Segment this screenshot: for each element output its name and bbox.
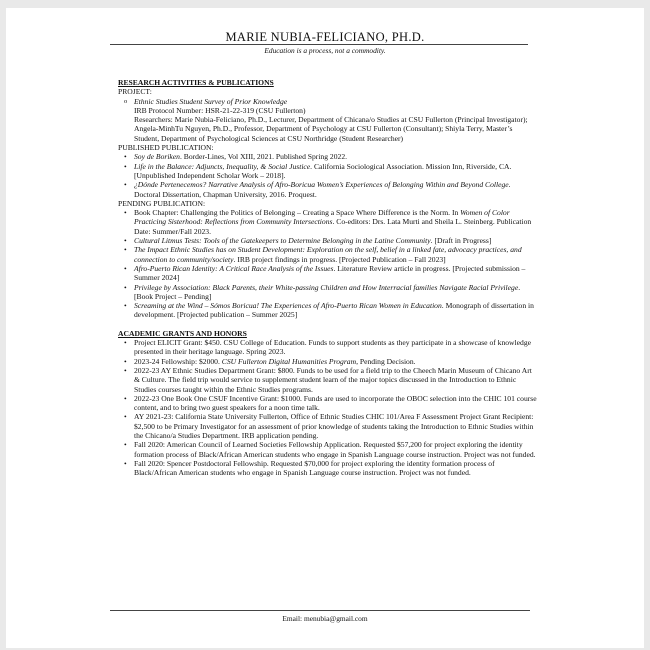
- header: [6, 30, 644, 45]
- grants-section-title: ACADEMIC GRANTS AND HONORS: [118, 328, 247, 338]
- published-details: . Border-Lines, Vol XIII, 2021. Published Spring 2022.: [179, 152, 348, 162]
- published-details: . Doctoral Dissertation, Chapman University, 2016. Proquest.: [134, 180, 511, 199]
- pending-item: [134, 283, 538, 302]
- project-label: PROJECT:: [118, 87, 152, 97]
- header-divider: [110, 44, 528, 45]
- published-item: [134, 180, 538, 199]
- grant-item: • 2022-23 One Book One CSUF Incentive Grant: $1000. Funds are used to incorporate the OBOC selection into the CHIC 101 course content, and to bring two guest speakers for a noon time talk.: [134, 394, 538, 413]
- grant-item: • Fall 2020: Spencer Postdoctoral Fellowship. Requested $70,000 for project exploring the identity formation process of Black/African American students who engage in Spanish Language course instruction. Project was not funded.: [134, 459, 538, 478]
- pending-list: [118, 208, 538, 320]
- published-item: [134, 162, 538, 181]
- pending-details: . Monograph of dissertation in development. [Projected publication – Summer 2025]: [134, 301, 534, 320]
- published-title: ¿Dónde Pertenecemos? Narrative Analysis of Afro-Boricua Women’s Experiences of Belonging Within and Beyond College: [134, 180, 509, 190]
- resume-page: [6, 8, 644, 648]
- grant-item: • AY 2021-23: California State University Fullerton, Office of Ethnic Studies CHIC 101/Area F Assessment Project Grant Recipient: $2,500 to be Primary Investigator for an assessment of prior knowledge of students taking the Introduction to Ethnic Studies within the Chicano/a Studies Department. IRB application pending.: [134, 412, 538, 440]
- pending-details: . Literature Review article in progress. [Projected submission – Summer 2024]: [134, 263, 526, 283]
- project-title: o Ethnic Studies Student Survey of Prior Knowledge: [134, 96, 288, 106]
- pending-label: PENDING PUBLICATION:: [118, 198, 206, 208]
- published-details: . California Sociological Association. Mission Inn, Riverside, CA. [Unpublished Independent Scholar Work – 2018].: [134, 161, 512, 180]
- pending-item: [134, 264, 538, 283]
- project-list: [118, 97, 538, 143]
- pending-title: The Impact Ethnic Studies has on Student Development: Exploration on the self, belief in a linked fate, advocacy practices, and connection to community/society: [134, 245, 522, 264]
- pending-item: [134, 245, 538, 264]
- grants-list: [118, 338, 538, 477]
- pending-title: Privilege by Association: Black Parents, their White-passing Children and How Interracial families Navigate Racial Privilege: [134, 282, 519, 292]
- published-list: [118, 152, 538, 198]
- grant-item: • Project ELICIT Grant: $450. CSU College of Education. Funds to support students as they participate in a showcase of knowledge presented in their heritage language. Spring 2023.: [134, 338, 538, 357]
- published-label: PUBLISHED PUBLICATION:: [118, 143, 214, 153]
- grant-item: • Fall 2020: American Council of Learned Societies Fellowship Application. Requested $57,200 for project exploring the identity formation process of Black/African American students who engage in Spanish Language course instruction. Project was not funded.: [134, 440, 538, 459]
- section-gap: [118, 320, 538, 329]
- project-item: [134, 97, 538, 143]
- published-item: [134, 152, 538, 161]
- footer-email: Email: menubia@gmail.com: [282, 614, 368, 623]
- pending-title: Screaming at the Wind – Sómos Boricua! The Experiences of Afro-Puerto Rican Women in Education: [134, 301, 442, 311]
- pending-book-title: Women of Color Practicing Sisterhood: Reflections from Community Intersections: [134, 208, 510, 227]
- pending-title: Cultural Litmus Tests: Tools of the Gatekeepers to Determine Belonging in the Latine Community: [134, 236, 431, 246]
- project-irb: IRB Protocol Number: HSR-21-22-319 (CSU Fullerton): [134, 105, 306, 115]
- pending-item: [134, 236, 538, 245]
- grant-item: • 2022-23 AY Ethnic Studies Department Grant: $800. Funds to be used for a field trip to the Cheech Marin Museum of Chicano Art & Culture. The field trip would service to supplement student learn of the major topics discussed in the Introduction to Ethnic Studies courses taught within the Ethnic Studies programs.: [134, 366, 538, 394]
- footer-divider: [110, 610, 530, 611]
- published-title: Soy de Boriken: [134, 152, 180, 162]
- grant-text: 2023-24 Fellowship: $2000.: [134, 356, 222, 366]
- pending-details: . Co-editors: Drs. Lata Murti and Sheila L. Steinberg. Publication Date: Summer/Fall 2023.: [134, 217, 532, 236]
- person-name: MARIE NUBIA-FELICIANO, PH.D.: [225, 30, 425, 44]
- pending-details: . [Draft in Progress]: [430, 236, 492, 246]
- resume-body: [118, 78, 538, 477]
- published-title: Life in the Balance: Adjuncts, Inequality, & Social Justice: [134, 161, 311, 171]
- pending-item: [134, 208, 538, 236]
- pending-details: . [Book Project – Pending]: [134, 282, 521, 301]
- project-researchers: Researchers: Marie Nubia-Feliciano, Ph.D., Lecturer, Department of Chicana/o Studies at CSU Fullerton (Principal Investigator); Angela-MinhTu Nguyen, Ph.D., Professor, Department of Psychology at CSU Fullerton (Consultant); Shiyla Terry, Master’s Student, Department of Psychological Sciences at CSU Northridge (Student Researcher): [134, 115, 528, 143]
- grant-status: , Pending Decision.: [356, 356, 416, 366]
- pending-text: Book Chapter: Challenging the Politics of Belonging – Creating a Space Where Difference is the Norm. In: [134, 208, 461, 218]
- pending-details: . IRB project findings in progress. [Projected Publication – Fall 2023]: [233, 254, 446, 264]
- pending-title: Afro-Puerto Rican Identity: A Critical Race Analysis of the Issues: [134, 263, 334, 273]
- pending-item: [134, 301, 538, 320]
- motto: Education is a process, not a commodity.: [264, 46, 386, 55]
- grant-item: [134, 357, 538, 366]
- research-section-title: RESEARCH ACTIVITIES & PUBLICATIONS: [118, 78, 274, 87]
- grant-program: CSU Fullerton Digital Humanities Program: [221, 356, 357, 366]
